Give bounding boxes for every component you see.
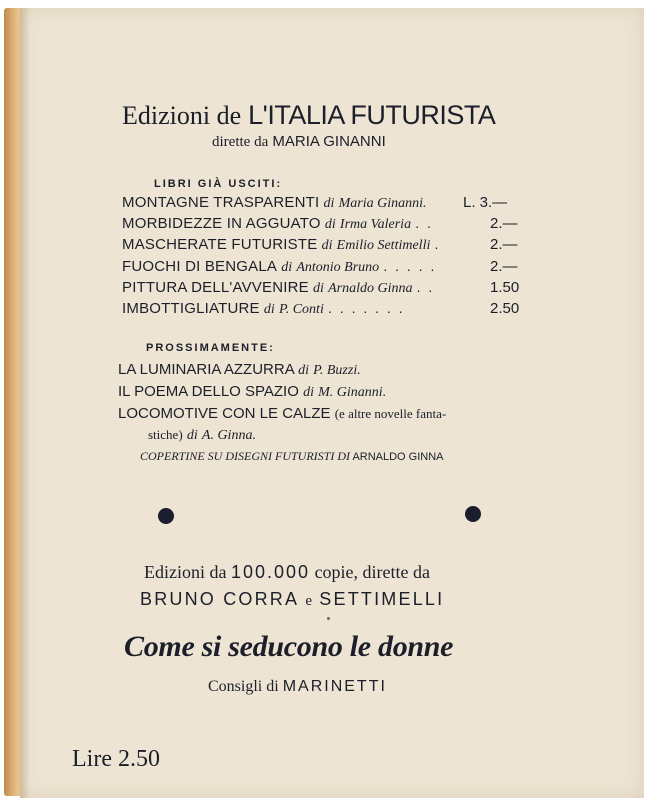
upcoming-author: A. Ginna. [201,428,256,443]
book-title: MASCHERATE FUTURISTE [122,236,318,253]
book-row [122,194,426,212]
binding-hole-right [465,506,481,522]
upcoming-author: M. Ginanni. [318,385,387,400]
book-by: di [281,260,293,275]
upcoming-note: (e altre novelle fanta- [334,406,447,421]
upcoming-book [118,405,446,422]
upcoming-by: di [186,428,198,443]
book-title: IMBOTTIGLIATURE [122,300,260,317]
upcoming-book [118,383,386,401]
book-by: di [324,217,336,232]
book-author: Arnaldo Ginna [328,281,413,296]
covers-credit [140,449,444,464]
covers-credit-text: COPERTINE SU DISEGNI FUTURISTI DI [140,449,350,463]
books-published-heading: LIBRI GIÀ USCITI: [154,178,283,190]
advice-author: MARINETTI [282,678,387,695]
leader-dots: . [434,236,441,252]
book-price: 2.— [490,215,518,232]
book-row [122,236,440,254]
cover-price: Lire 2.50 [72,746,160,772]
book-by: di [313,281,324,296]
editors-line [140,589,444,610]
leader-dots: . . . . . . . [328,300,405,316]
book-author: Irma Valeria [339,217,412,232]
book-author: Emilio Settimelli [336,238,431,253]
book-price: 1.50 [490,279,520,296]
book-price: 2.50 [490,300,520,317]
book-row [122,279,434,297]
book-row [122,258,436,276]
subtitle-prefix: dirette da [212,134,269,150]
leader-dots: . . . . . [383,258,437,274]
upcoming-author: P. Buzzi. [313,363,361,378]
editions-suffix: copie, dirette da [314,562,431,582]
leader-dots: . . [416,279,435,295]
book-title: MONTAGNE TRASPARENTI [122,194,320,211]
editor-two: SETTIMELLI [319,589,445,609]
advice-prefix: Consigli di [208,678,279,695]
book-author: Maria Ginanni. [338,196,427,211]
editions-prefix: Edizioni da [144,562,227,582]
upcoming-title: IL POEMA DELLO SPAZIO [118,383,299,400]
book-price: 2.— [490,236,518,253]
book-row [122,300,405,318]
publisher-title [122,100,495,131]
book-author: Antonio Bruno [296,260,380,275]
upcoming-book-continuation [148,426,256,444]
publisher-subtitle [212,133,386,151]
upcoming-title: LOCOMOTIVE CON LE CALZE [118,405,331,422]
book-row [122,215,433,233]
book-price: 2.— [490,258,518,275]
title-main: L'ITALIA FUTURISTA [248,100,496,130]
book-by: di [321,238,333,253]
editor-one: BRUNO CORRA [140,589,299,609]
editor-joiner: e [305,593,313,609]
leader-dots: . . [415,215,433,231]
book-title: PITTURA DELL'AVVENIRE [122,279,309,296]
editions-count: 100.000 [230,562,311,582]
subtitle-name: MARIA GINANNI [272,133,386,150]
binding-hole-left [158,508,174,524]
book-author: P. Conti [278,302,324,317]
upcoming-by: di [298,363,309,378]
page-fold-shadow [20,8,30,798]
covers-artist: ARNALDO GINNA [352,451,444,463]
editions-line [144,562,430,583]
ink-speck [327,617,330,620]
upcoming-book [118,361,361,379]
book-by: di [263,302,275,317]
title-prefix: Edizioni de [122,101,242,130]
book-title: MORBIDEZZE IN AGGUATO [122,215,321,232]
advice-line [208,678,387,696]
upcoming-note-continued: stiche) [148,427,183,442]
book-headline: Come si seducono le donne [124,630,454,663]
book-by: di [323,196,335,211]
book-price: L. 3.— [463,194,508,211]
book-title: FUOCHI DI BENGALA [122,258,278,275]
upcoming-by: di [303,385,314,400]
upcoming-title: LA LUMINARIA AZZURRA [118,361,294,378]
coming-soon-heading: PROSSIMAMENTE: [146,342,275,354]
